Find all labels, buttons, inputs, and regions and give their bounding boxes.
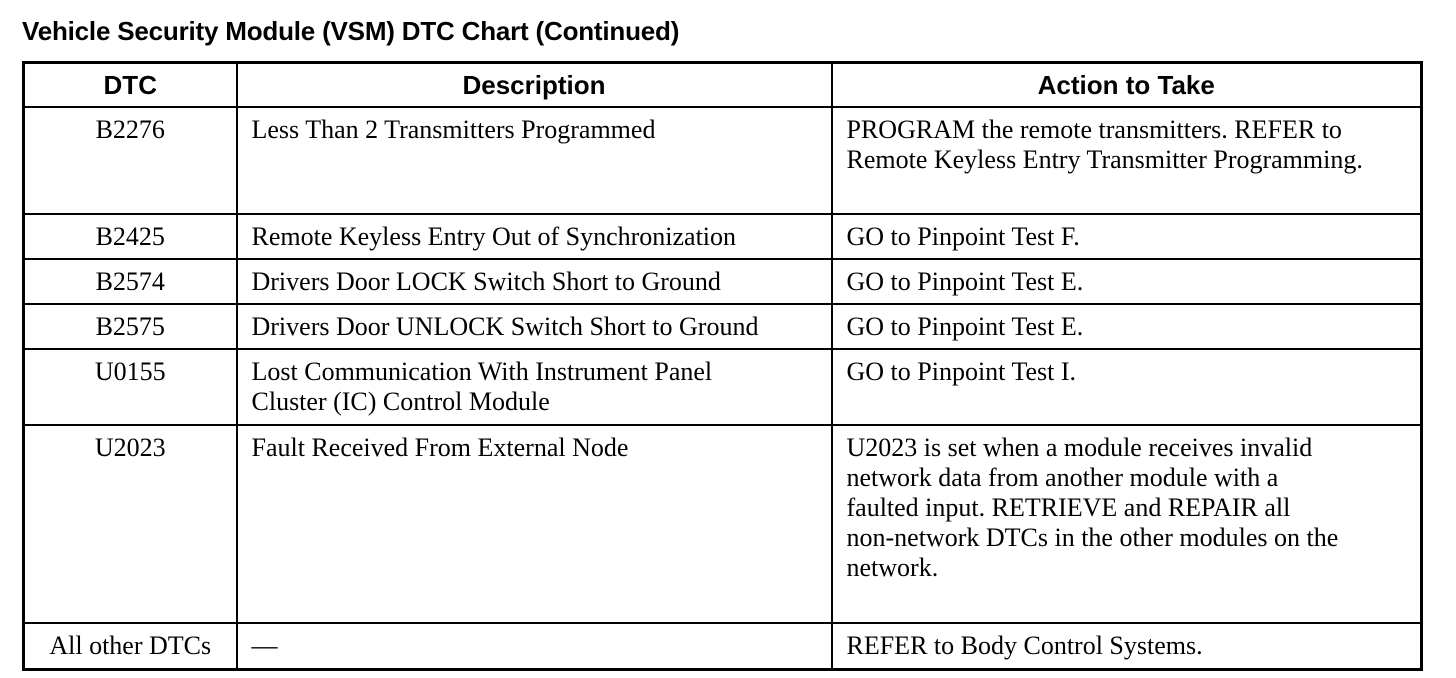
dtc-action bbox=[832, 214, 1422, 259]
table-row bbox=[24, 425, 1422, 623]
action-line: Remote Keyless Entry Transmitter Programming. bbox=[846, 145, 1363, 174]
dtc-description: — bbox=[237, 623, 832, 670]
table-row bbox=[24, 259, 1422, 304]
dtc-code: All other DTCs bbox=[24, 623, 237, 670]
dtc-code: B2574 bbox=[24, 259, 237, 304]
dtc-code: U0155 bbox=[24, 349, 237, 425]
action-line: non-network DTCs in the other modules on the bbox=[846, 523, 1339, 552]
dtc-action bbox=[832, 425, 1422, 623]
dtc-code: B2425 bbox=[24, 214, 237, 259]
dtc-action bbox=[832, 107, 1422, 214]
dtc-description bbox=[237, 349, 832, 425]
dtc-description: Less Than 2 Transmitters Programmed bbox=[237, 107, 832, 214]
action-line: faulted input. RETRIEVE and REPAIR all bbox=[846, 493, 1291, 522]
dtc-code: B2575 bbox=[24, 304, 237, 349]
table-row bbox=[24, 214, 1422, 259]
dtc-description: Fault Received From External Node bbox=[237, 425, 832, 623]
table-row bbox=[24, 349, 1422, 425]
page-title: Vehicle Security Module (VSM) DTC Chart (Continued) bbox=[22, 16, 680, 46]
dtc-description: Drivers Door UNLOCK Switch Short to Ground bbox=[237, 304, 832, 349]
action-line: REFER to Body Control Systems. bbox=[846, 631, 1203, 660]
dtc-action bbox=[832, 304, 1422, 349]
dtc-code: U2023 bbox=[24, 425, 237, 623]
action-line: GO to Pinpoint Test I. bbox=[846, 357, 1077, 386]
table-row bbox=[24, 107, 1422, 214]
action-line: GO to Pinpoint Test E. bbox=[846, 267, 1084, 296]
dtc-action bbox=[832, 349, 1422, 425]
header-dtc: DTC bbox=[24, 63, 237, 108]
dtc-action bbox=[832, 623, 1422, 670]
dtc-code: B2276 bbox=[24, 107, 237, 214]
description-line: Cluster (IC) Control Module bbox=[251, 387, 550, 416]
action-line: GO to Pinpoint Test E. bbox=[846, 312, 1084, 341]
dtc-description: Remote Keyless Entry Out of Synchronization bbox=[237, 214, 832, 259]
action-line: GO to Pinpoint Test F. bbox=[846, 222, 1080, 251]
action-line: PROGRAM the remote transmitters. REFER to bbox=[846, 115, 1342, 144]
action-line: U2023 is set when a module receives invalid bbox=[846, 433, 1313, 462]
action-line: network data from another module with a bbox=[846, 463, 1279, 492]
header-action: Action to Take bbox=[832, 63, 1422, 108]
table-row bbox=[24, 304, 1422, 349]
description-line: Lost Communication With Instrument Panel bbox=[251, 357, 713, 386]
dtc-description: Drivers Door LOCK Switch Short to Ground bbox=[237, 259, 832, 304]
table-header-row bbox=[24, 63, 1422, 108]
dtc-action bbox=[832, 259, 1422, 304]
dtc-table bbox=[22, 61, 1423, 671]
action-line: network. bbox=[846, 553, 939, 582]
table-row bbox=[24, 623, 1422, 670]
header-description: Description bbox=[237, 63, 832, 108]
